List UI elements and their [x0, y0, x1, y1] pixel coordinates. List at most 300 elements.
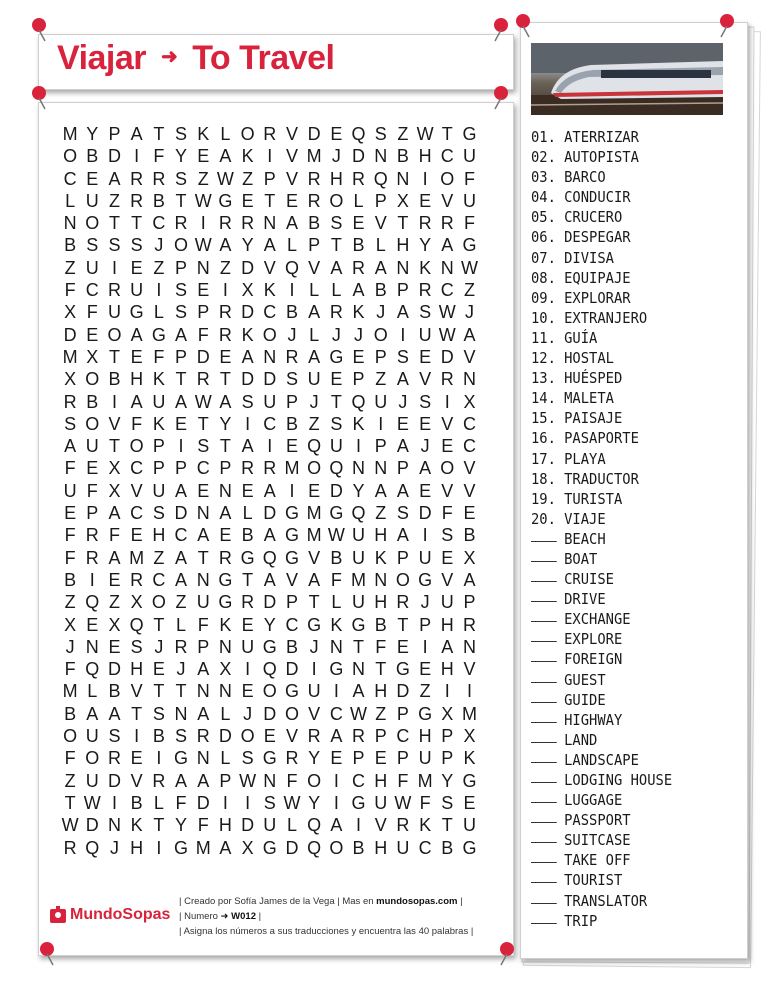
grid-letter[interactable]: T: [242, 569, 254, 590]
grid-letter[interactable]: Z: [375, 703, 387, 724]
answer-blank[interactable]: [531, 650, 557, 662]
grid-letter[interactable]: O: [174, 235, 189, 256]
grid-letter[interactable]: D: [263, 592, 277, 613]
grid-letter[interactable]: Z: [153, 257, 165, 278]
grid-letter[interactable]: R: [130, 190, 144, 211]
grid-letter[interactable]: O: [373, 324, 388, 345]
grid-letter[interactable]: N: [196, 681, 210, 702]
grid-letter[interactable]: D: [396, 681, 410, 702]
grid-letter[interactable]: V: [263, 257, 276, 278]
grid-letter[interactable]: V: [419, 369, 432, 390]
grid-letter[interactable]: W: [194, 235, 212, 256]
grid-letter[interactable]: N: [396, 168, 410, 189]
grid-letter[interactable]: H: [396, 235, 410, 256]
grid-letter[interactable]: G: [284, 503, 299, 524]
grid-letter[interactable]: S: [175, 726, 188, 747]
grid-letter[interactable]: E: [241, 190, 254, 211]
grid-letter[interactable]: U: [107, 302, 121, 323]
grid-letter[interactable]: E: [197, 146, 210, 167]
grid-letter[interactable]: J: [376, 302, 386, 323]
grid-letter[interactable]: A: [130, 124, 143, 144]
grid-letter[interactable]: U: [130, 280, 144, 301]
grid-letter[interactable]: S: [130, 235, 143, 256]
grid-letter[interactable]: U: [85, 726, 99, 747]
grid-letter[interactable]: T: [64, 792, 76, 813]
grid-letter[interactable]: E: [219, 525, 232, 546]
grid-letter[interactable]: G: [151, 324, 166, 345]
answer-blank[interactable]: [531, 851, 557, 863]
grid-letter[interactable]: F: [108, 525, 120, 546]
grid-letter[interactable]: K: [241, 324, 254, 345]
grid-letter[interactable]: F: [64, 748, 76, 769]
grid-letter[interactable]: P: [396, 703, 409, 724]
grid-letter[interactable]: F: [153, 346, 165, 367]
grid-letter[interactable]: S: [108, 235, 121, 256]
grid-letter[interactable]: J: [354, 324, 364, 345]
grid-letter[interactable]: B: [152, 190, 165, 211]
grid-letter[interactable]: E: [108, 636, 121, 657]
grid-letter[interactable]: H: [152, 525, 166, 546]
grid-letter[interactable]: U: [307, 369, 321, 390]
grid-letter[interactable]: I: [134, 726, 140, 747]
grid-letter[interactable]: A: [396, 369, 409, 390]
grid-letter[interactable]: P: [285, 391, 298, 412]
grid-letter[interactable]: O: [440, 458, 455, 479]
grid-letter[interactable]: R: [152, 770, 166, 791]
grid-letter[interactable]: R: [152, 168, 166, 189]
grid-letter[interactable]: F: [86, 480, 98, 501]
grid-letter[interactable]: G: [218, 190, 233, 211]
grid-letter[interactable]: I: [178, 436, 184, 457]
grid-letter[interactable]: U: [85, 770, 99, 791]
grid-letter[interactable]: J: [331, 146, 341, 167]
footer-site-link[interactable]: mundosopas.com: [376, 896, 458, 907]
grid-letter[interactable]: R: [396, 815, 410, 836]
grid-letter[interactable]: R: [263, 124, 277, 144]
grid-letter[interactable]: L: [65, 190, 76, 211]
grid-letter[interactable]: N: [462, 636, 476, 657]
grid-letter[interactable]: V: [108, 413, 121, 434]
grid-letter[interactable]: E: [197, 280, 210, 301]
grid-letter[interactable]: U: [85, 436, 99, 457]
grid-letter[interactable]: T: [397, 614, 409, 635]
grid-letter[interactable]: G: [418, 569, 433, 590]
grid-letter[interactable]: Z: [108, 190, 120, 211]
grid-letter[interactable]: B: [374, 280, 387, 301]
grid-letter[interactable]: A: [441, 235, 454, 256]
grid-letter[interactable]: Y: [219, 413, 232, 434]
grid-letter[interactable]: D: [241, 257, 255, 278]
grid-letter[interactable]: A: [263, 235, 276, 256]
grid-letter[interactable]: R: [241, 213, 255, 234]
grid-letter[interactable]: C: [396, 726, 410, 747]
grid-letter[interactable]: O: [85, 748, 100, 769]
grid-letter[interactable]: G: [284, 547, 299, 568]
grid-letter[interactable]: J: [154, 235, 164, 256]
grid-letter[interactable]: A: [64, 436, 77, 457]
grid-letter[interactable]: B: [285, 413, 298, 434]
grid-letter[interactable]: R: [85, 547, 99, 568]
grid-letter[interactable]: D: [218, 726, 232, 747]
grid-letter[interactable]: C: [85, 280, 99, 301]
grid-letter[interactable]: T: [330, 235, 342, 256]
grid-letter[interactable]: Z: [175, 592, 187, 613]
grid-letter[interactable]: P: [197, 302, 210, 323]
grid-letter[interactable]: S: [374, 124, 387, 144]
grid-letter[interactable]: O: [307, 458, 322, 479]
grid-letter[interactable]: H: [130, 659, 144, 680]
grid-letter[interactable]: V: [130, 770, 143, 791]
grid-letter[interactable]: S: [285, 369, 298, 390]
grid-letter[interactable]: N: [263, 213, 277, 234]
grid-letter[interactable]: G: [129, 302, 144, 323]
grid-letter[interactable]: T: [175, 190, 187, 211]
grid-letter[interactable]: A: [308, 569, 321, 590]
grid-letter[interactable]: U: [263, 815, 277, 836]
grid-letter[interactable]: U: [307, 681, 321, 702]
grid-letter[interactable]: A: [241, 436, 254, 457]
grid-letter[interactable]: Z: [197, 168, 209, 189]
grid-letter[interactable]: G: [418, 703, 433, 724]
grid-letter[interactable]: R: [307, 190, 321, 211]
grid-letter[interactable]: N: [196, 257, 210, 278]
grid-letter[interactable]: P: [374, 346, 387, 367]
grid-letter[interactable]: P: [396, 748, 409, 769]
grid-letter[interactable]: V: [463, 659, 476, 680]
grid-letter[interactable]: A: [308, 346, 321, 367]
grid-letter[interactable]: O: [307, 770, 322, 791]
grid-letter[interactable]: W: [216, 168, 234, 189]
grid-letter[interactable]: I: [333, 770, 339, 791]
grid-letter[interactable]: B: [64, 703, 77, 724]
grid-letter[interactable]: F: [64, 547, 76, 568]
grid-letter[interactable]: D: [241, 302, 255, 323]
answer-blank[interactable]: [531, 871, 557, 883]
grid-letter[interactable]: X: [130, 592, 143, 613]
grid-letter[interactable]: R: [241, 458, 255, 479]
grid-letter[interactable]: W: [239, 770, 257, 791]
grid-letter[interactable]: Z: [375, 503, 387, 524]
grid-letter[interactable]: K: [152, 369, 165, 390]
grid-letter[interactable]: E: [308, 480, 321, 501]
grid-letter[interactable]: E: [330, 124, 343, 144]
grid-letter[interactable]: I: [156, 280, 162, 301]
grid-letter[interactable]: V: [130, 681, 143, 702]
grid-letter[interactable]: V: [463, 480, 476, 501]
grid-letter[interactable]: P: [152, 458, 165, 479]
grid-letter[interactable]: B: [130, 792, 143, 813]
grid-letter[interactable]: N: [374, 458, 388, 479]
grid-letter[interactable]: P: [263, 168, 276, 189]
grid-letter[interactable]: Z: [153, 547, 165, 568]
grid-letter[interactable]: A: [374, 480, 387, 501]
grid-letter[interactable]: I: [245, 413, 251, 434]
grid-letter[interactable]: C: [440, 280, 454, 301]
grid-letter[interactable]: E: [352, 346, 365, 367]
grid-letter[interactable]: S: [419, 391, 432, 412]
grid-letter[interactable]: A: [219, 503, 232, 524]
grid-letter[interactable]: K: [330, 614, 343, 635]
grid-letter[interactable]: W: [350, 703, 368, 724]
grid-letter[interactable]: B: [308, 213, 321, 234]
grid-letter[interactable]: D: [241, 815, 255, 836]
grid-letter[interactable]: P: [308, 235, 321, 256]
grid-letter[interactable]: W: [83, 792, 101, 813]
answer-blank[interactable]: [531, 590, 557, 602]
grid-letter[interactable]: T: [441, 815, 453, 836]
grid-letter[interactable]: A: [108, 168, 121, 189]
grid-letter[interactable]: B: [330, 547, 343, 568]
grid-letter[interactable]: A: [419, 458, 432, 479]
grid-letter[interactable]: G: [284, 681, 299, 702]
grid-letter[interactable]: O: [129, 436, 144, 457]
grid-letter[interactable]: X: [108, 614, 121, 635]
grid-letter[interactable]: Y: [241, 235, 254, 256]
grid-letter[interactable]: I: [89, 569, 95, 590]
grid-letter[interactable]: Z: [419, 681, 431, 702]
grid-letter[interactable]: I: [111, 257, 117, 278]
grid-letter[interactable]: P: [396, 547, 409, 568]
grid-letter[interactable]: W: [61, 815, 79, 836]
grid-letter[interactable]: H: [374, 525, 388, 546]
grid-letter[interactable]: B: [285, 636, 298, 657]
grid-letter[interactable]: V: [285, 569, 298, 590]
grid-letter[interactable]: S: [175, 124, 188, 144]
grid-letter[interactable]: I: [111, 792, 117, 813]
grid-letter[interactable]: S: [441, 525, 454, 546]
grid-letter[interactable]: J: [154, 636, 164, 657]
grid-letter[interactable]: O: [151, 592, 166, 613]
grid-letter[interactable]: D: [285, 659, 299, 680]
grid-letter[interactable]: S: [396, 503, 409, 524]
grid-letter[interactable]: G: [284, 525, 299, 546]
answer-blank[interactable]: [531, 550, 557, 562]
grid-letter[interactable]: F: [64, 458, 76, 479]
grid-letter[interactable]: O: [63, 146, 78, 167]
grid-letter[interactable]: A: [330, 726, 343, 747]
grid-letter[interactable]: E: [86, 458, 99, 479]
grid-letter[interactable]: R: [130, 168, 144, 189]
grid-letter[interactable]: U: [462, 190, 476, 211]
grid-letter[interactable]: R: [85, 525, 99, 546]
grid-letter[interactable]: J: [309, 391, 319, 412]
grid-letter[interactable]: I: [200, 213, 206, 234]
grid-letter[interactable]: M: [306, 525, 322, 546]
grid-letter[interactable]: S: [330, 413, 343, 434]
grid-letter[interactable]: A: [396, 436, 409, 457]
grid-letter[interactable]: R: [462, 614, 476, 635]
grid-letter[interactable]: Z: [375, 369, 387, 390]
grid-letter[interactable]: N: [329, 636, 343, 657]
grid-letter[interactable]: G: [329, 346, 344, 367]
grid-letter[interactable]: T: [153, 614, 165, 635]
grid-letter[interactable]: R: [174, 636, 188, 657]
grid-letter[interactable]: B: [441, 837, 454, 858]
grid-letter[interactable]: R: [285, 346, 299, 367]
grid-letter[interactable]: T: [197, 413, 209, 434]
grid-letter[interactable]: A: [175, 391, 188, 412]
grid-letter[interactable]: P: [396, 458, 409, 479]
grid-letter[interactable]: U: [396, 837, 410, 858]
answer-blank[interactable]: [531, 811, 557, 823]
grid-letter[interactable]: C: [152, 213, 166, 234]
grid-letter[interactable]: X: [463, 391, 476, 412]
grid-letter[interactable]: I: [466, 681, 472, 702]
grid-letter[interactable]: I: [111, 391, 117, 412]
grid-letter[interactable]: D: [307, 124, 321, 144]
grid-letter[interactable]: M: [195, 837, 211, 858]
grid-letter[interactable]: D: [107, 659, 121, 680]
grid-letter[interactable]: V: [441, 569, 454, 590]
grid-letter[interactable]: E: [330, 369, 343, 390]
grid-letter[interactable]: N: [440, 257, 454, 278]
grid-letter[interactable]: X: [219, 659, 232, 680]
grid-letter[interactable]: N: [462, 369, 476, 390]
grid-letter[interactable]: P: [419, 614, 432, 635]
grid-letter[interactable]: A: [175, 324, 188, 345]
answer-blank[interactable]: [531, 791, 557, 803]
grid-letter[interactable]: U: [152, 480, 166, 501]
grid-letter[interactable]: E: [108, 569, 121, 590]
grid-letter[interactable]: R: [396, 592, 410, 613]
grid-letter[interactable]: P: [86, 503, 99, 524]
grid-letter[interactable]: K: [263, 280, 276, 301]
grid-letter[interactable]: W: [194, 190, 212, 211]
grid-letter[interactable]: Y: [419, 235, 432, 256]
grid-letter[interactable]: V: [441, 480, 454, 501]
grid-letter[interactable]: E: [463, 792, 476, 813]
grid-letter[interactable]: R: [241, 592, 255, 613]
grid-letter[interactable]: S: [152, 503, 165, 524]
grid-letter[interactable]: B: [285, 302, 298, 323]
grid-letter[interactable]: Z: [64, 770, 76, 791]
grid-letter[interactable]: A: [463, 569, 476, 590]
grid-letter[interactable]: C: [130, 458, 144, 479]
answer-blank[interactable]: [531, 711, 557, 723]
grid-letter[interactable]: B: [463, 525, 476, 546]
grid-letter[interactable]: A: [219, 235, 232, 256]
grid-letter[interactable]: D: [85, 815, 99, 836]
grid-letter[interactable]: G: [462, 837, 477, 858]
answer-blank[interactable]: [531, 630, 557, 642]
grid-letter[interactable]: A: [86, 703, 99, 724]
grid-letter[interactable]: N: [218, 681, 232, 702]
grid-letter[interactable]: O: [262, 681, 277, 702]
grid-letter[interactable]: F: [64, 280, 76, 301]
grid-letter[interactable]: T: [108, 436, 120, 457]
grid-letter[interactable]: K: [419, 257, 432, 278]
grid-letter[interactable]: S: [441, 792, 454, 813]
grid-letter[interactable]: T: [353, 636, 365, 657]
grid-letter[interactable]: I: [134, 146, 140, 167]
grid-letter[interactable]: X: [463, 726, 476, 747]
grid-letter[interactable]: K: [152, 413, 165, 434]
grid-letter[interactable]: A: [263, 525, 276, 546]
grid-letter[interactable]: L: [242, 503, 253, 524]
grid-letter[interactable]: C: [196, 458, 210, 479]
grid-letter[interactable]: N: [396, 257, 410, 278]
grid-letter[interactable]: O: [240, 726, 255, 747]
answer-blank[interactable]: [531, 530, 557, 542]
grid-letter[interactable]: G: [307, 614, 322, 635]
grid-letter[interactable]: F: [197, 614, 209, 635]
grid-letter[interactable]: D: [196, 346, 210, 367]
grid-letter[interactable]: R: [63, 837, 77, 858]
grid-letter[interactable]: O: [329, 190, 344, 211]
grid-letter[interactable]: V: [441, 413, 454, 434]
grid-letter[interactable]: I: [378, 413, 384, 434]
grid-letter[interactable]: L: [331, 280, 342, 301]
grid-letter[interactable]: G: [462, 235, 477, 256]
grid-letter[interactable]: A: [197, 770, 210, 791]
grid-letter[interactable]: O: [85, 369, 100, 390]
grid-letter[interactable]: G: [395, 659, 410, 680]
answer-blank[interactable]: [531, 671, 557, 683]
grid-letter[interactable]: S: [175, 168, 188, 189]
grid-letter[interactable]: A: [175, 547, 188, 568]
grid-letter[interactable]: A: [130, 391, 143, 412]
grid-letter[interactable]: A: [396, 480, 409, 501]
grid-letter[interactable]: G: [174, 748, 189, 769]
grid-letter[interactable]: P: [374, 190, 387, 211]
grid-letter[interactable]: I: [245, 792, 251, 813]
grid-letter[interactable]: B: [352, 837, 365, 858]
grid-letter[interactable]: D: [329, 480, 343, 501]
grid-letter[interactable]: B: [108, 681, 121, 702]
grid-letter[interactable]: A: [197, 659, 210, 680]
grid-letter[interactable]: R: [218, 324, 232, 345]
grid-letter[interactable]: N: [352, 458, 366, 479]
grid-letter[interactable]: L: [286, 815, 297, 836]
grid-letter[interactable]: S: [241, 748, 254, 769]
grid-letter[interactable]: E: [241, 681, 254, 702]
grid-letter[interactable]: D: [241, 369, 255, 390]
grid-letter[interactable]: F: [86, 302, 98, 323]
grid-letter[interactable]: F: [375, 636, 387, 657]
grid-letter[interactable]: M: [62, 124, 78, 144]
grid-letter[interactable]: M: [284, 458, 300, 479]
grid-letter[interactable]: X: [64, 302, 77, 323]
grid-letter[interactable]: J: [398, 391, 408, 412]
grid-letter[interactable]: C: [285, 614, 299, 635]
grid-letter[interactable]: R: [440, 369, 454, 390]
grid-letter[interactable]: M: [417, 770, 433, 791]
grid-letter[interactable]: E: [86, 324, 99, 345]
grid-letter[interactable]: O: [329, 837, 344, 858]
grid-letter[interactable]: F: [197, 324, 209, 345]
grid-letter[interactable]: Z: [108, 592, 120, 613]
grid-letter[interactable]: A: [219, 391, 232, 412]
grid-letter[interactable]: Q: [351, 124, 366, 144]
grid-letter[interactable]: A: [330, 815, 343, 836]
grid-letter[interactable]: A: [463, 324, 476, 345]
grid-letter[interactable]: B: [86, 146, 99, 167]
grid-letter[interactable]: K: [463, 748, 476, 769]
grid-letter[interactable]: I: [156, 837, 162, 858]
grid-letter[interactable]: D: [418, 503, 432, 524]
grid-letter[interactable]: U: [418, 547, 432, 568]
grid-letter[interactable]: P: [441, 726, 454, 747]
grid-letter[interactable]: B: [374, 614, 387, 635]
grid-letter[interactable]: J: [243, 703, 253, 724]
grid-letter[interactable]: V: [285, 146, 298, 167]
grid-letter[interactable]: R: [352, 726, 366, 747]
grid-letter[interactable]: I: [333, 792, 339, 813]
grid-letter[interactable]: I: [289, 280, 295, 301]
grid-letter[interactable]: T: [153, 124, 165, 144]
grid-letter[interactable]: N: [196, 569, 210, 590]
grid-letter[interactable]: V: [130, 480, 143, 501]
